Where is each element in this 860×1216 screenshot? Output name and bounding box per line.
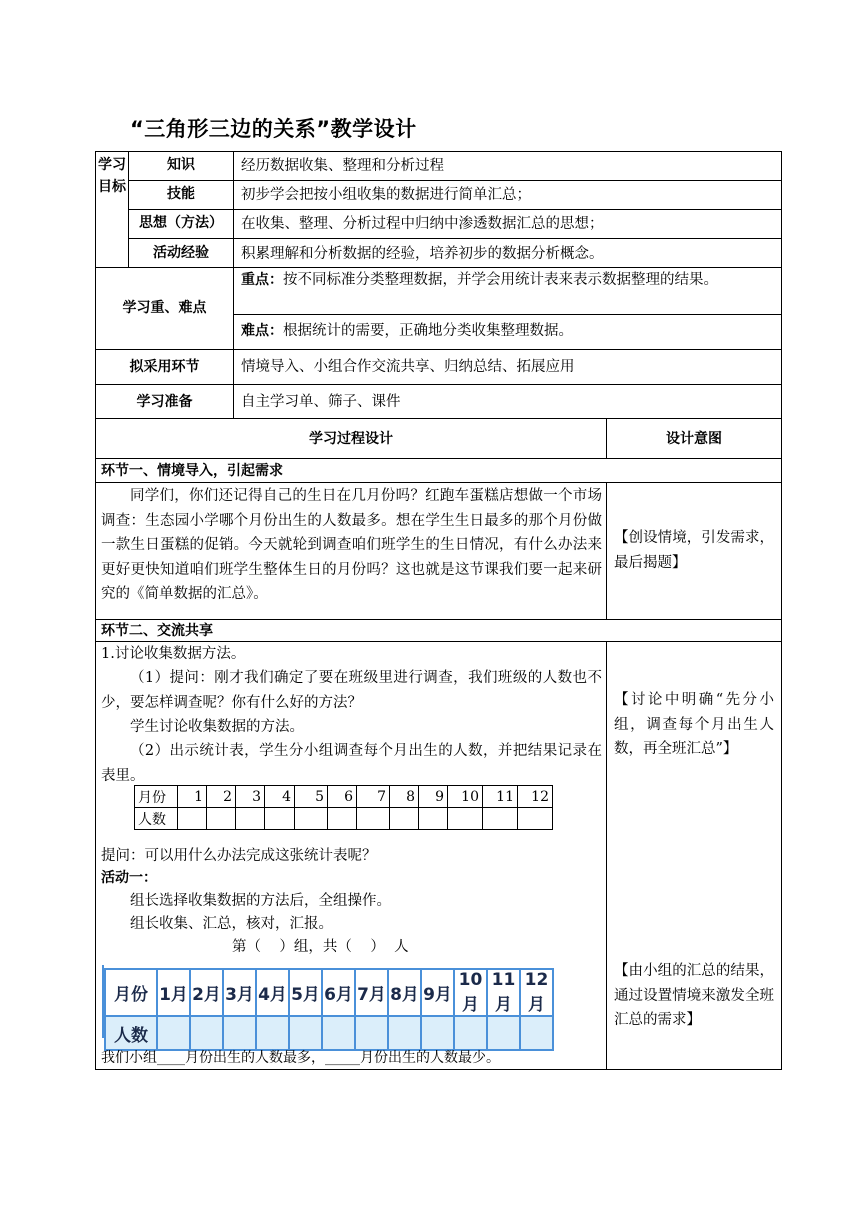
table-border (95, 384, 782, 385)
table-border (233, 314, 782, 315)
table-row (105, 969, 553, 1016)
key-point-text: 按不同标准分类整理数据，并学会用统计表来表示数据整理的结果。 (283, 272, 718, 288)
table-border (128, 180, 782, 181)
table-row (135, 786, 553, 808)
key-point-label: 重点： (241, 272, 283, 288)
month-cell: 1 (178, 786, 207, 808)
fill-line: 我们小组____月份出生的人数最多，_____月份出生的人数最少。 (101, 1050, 500, 1066)
table-row (135, 808, 553, 830)
count-cell[interactable] (190, 1016, 223, 1050)
month-cell: 10月 (454, 969, 487, 1016)
count-cell[interactable] (390, 808, 419, 830)
count-cell[interactable] (419, 808, 448, 830)
table-row-label: 月份 (105, 969, 157, 1016)
section2-ask: 提问：可以用什么办法完成这张统计表呢？ (101, 848, 377, 864)
prep-label: 学习准备 (136, 394, 193, 410)
month-cell: 12月 (520, 969, 553, 1016)
section2-item1: 1.讨论收集数据方法。 (101, 646, 246, 662)
table-row (105, 1016, 553, 1050)
count-cell[interactable] (328, 808, 357, 830)
activity-step1: 组长选择收集数据的方法后，全组操作。 (130, 893, 391, 909)
count-cell[interactable] (355, 1016, 388, 1050)
group-month-table (104, 968, 554, 1051)
table-border (233, 151, 234, 418)
objective-content: 在收集、整理、分析过程中归纳中渗透数据汇总的思想； (241, 216, 604, 232)
month-cell: 7月 (355, 969, 388, 1016)
month-cell: 3月 (223, 969, 256, 1016)
table-row-label: 月份 (135, 786, 178, 808)
count-cell[interactable] (357, 808, 390, 830)
objective-content: 积累理解和分析数据的经验，培养初步的数据分析概念。 (241, 246, 604, 262)
month-cell: 2 (207, 786, 236, 808)
table-row-label: 人数 (105, 1016, 157, 1050)
table-border (781, 151, 782, 1070)
table-border (95, 151, 96, 1070)
table-border (95, 151, 782, 152)
month-cell: 12 (518, 786, 553, 808)
month-cell: 1月 (157, 969, 190, 1016)
count-cell[interactable] (295, 808, 328, 830)
key-point (241, 268, 774, 293)
objective-content: 经历数据收集、整理和分析过程 (241, 158, 444, 174)
table-border (128, 209, 782, 210)
process-label: 拟采用环节 (129, 359, 200, 375)
design-header-right: 设计意图 (666, 431, 722, 447)
count-cell[interactable] (207, 808, 236, 830)
table-border (606, 641, 607, 1069)
section2-q1b: 学生讨论收集数据的方法。 (130, 719, 304, 735)
month-cell: 8月 (388, 969, 421, 1016)
count-cell[interactable] (157, 1016, 190, 1050)
key-points-label: 学习重、难点 (122, 300, 207, 316)
count-cell[interactable] (454, 1016, 487, 1050)
month-cell: 11 (483, 786, 518, 808)
table-row-label: 人数 (135, 808, 178, 830)
difficult-point-text: 根据统计的需要，正确地分类收集整理数据。 (283, 323, 573, 339)
count-cell[interactable] (256, 1016, 289, 1050)
count-cell[interactable] (421, 1016, 454, 1050)
section2-intent1: 【讨论中明确“先分小组，调查每个月出生人数，再全班汇总”】 (614, 692, 774, 757)
count-cell[interactable] (448, 808, 483, 830)
month-cell: 2月 (190, 969, 223, 1016)
section2-title: 环节二、交流共享 (101, 623, 213, 639)
section1-intent: 【创设情境，引发需求，最后揭题】 (614, 530, 774, 571)
month-cell: 3 (236, 786, 265, 808)
month-cell: 11月 (487, 969, 520, 1016)
month-cell: 9月 (421, 969, 454, 1016)
month-cell: 6月 (322, 969, 355, 1016)
month-cell: 10 (448, 786, 483, 808)
section2-q2: （2）出示统计表，学生分小组调查每个月出生的人数，并把结果记录在表里。 (101, 743, 602, 784)
month-cell: 8 (390, 786, 419, 808)
activity-title: 活动一： (101, 870, 157, 886)
prep-content: 自主学习单、筛子、课件 (241, 394, 401, 410)
section2-intent2: 【由小组的汇总的结果，通过设置情境来激发全班汇总的需求】 (614, 963, 774, 1028)
section1-text: 同学们，你们还记得自己的生日在几月份吗？红跑车蛋糕店想做一个市场调查：生态园小学哪个月份出生的人数最多。想在学生生日最多的那个月份做一款生日蛋糕的促销。今天就轮到调查咱们班学生的生日情况，有什么办法来更好更快知道咱们班学生整体生日的月份吗？这也就是这节课我们要一起来研究的《简单数据的汇总》。 (101, 488, 602, 602)
count-cell[interactable] (388, 1016, 421, 1050)
group-line: 第（ ）组，共（ ） 人 (232, 939, 409, 955)
objective-content: 初步学会把按小组收集的数据进行简单汇总； (241, 187, 531, 203)
difficult-point-label: 难点： (241, 323, 283, 339)
table-border (606, 482, 607, 620)
table-border (128, 238, 782, 239)
count-cell[interactable] (322, 1016, 355, 1050)
objective-label: 技能 (167, 186, 195, 202)
objective-label: 活动经验 (153, 245, 209, 261)
process-content: 情境导入、小组合作交流共享、归纳总结、拓展应用 (241, 359, 575, 375)
activity-step2: 组长收集、汇总，核对，汇报。 (130, 916, 333, 932)
table-border (95, 349, 782, 350)
month-count-table (134, 785, 553, 830)
count-cell[interactable] (487, 1016, 520, 1050)
count-cell[interactable] (520, 1016, 553, 1050)
count-cell[interactable] (289, 1016, 322, 1050)
objectives-header: 学习目标 (98, 157, 126, 195)
count-cell[interactable] (518, 808, 553, 830)
table-border (95, 418, 782, 419)
difficult-point (241, 319, 774, 343)
design-header-left: 学习过程设计 (309, 431, 393, 447)
objective-label: 知识 (167, 157, 195, 173)
month-cell: 4月 (256, 969, 289, 1016)
month-cell: 4 (265, 786, 295, 808)
count-cell[interactable] (178, 808, 207, 830)
month-cell: 9 (419, 786, 448, 808)
count-cell[interactable] (483, 808, 518, 830)
objective-label: 思想（方法） (139, 215, 223, 231)
section2-q1: （1）提问：刚才我们确定了要在班级里进行调查，我们班级的人数也不少，要怎样调查呢？你有什么好的方法？ (101, 670, 602, 711)
count-cell[interactable] (265, 808, 295, 830)
month-cell: 7 (357, 786, 390, 808)
document-title: “三角形三边的关系”教学设计 (130, 117, 417, 141)
count-cell[interactable] (236, 808, 265, 830)
month-cell: 5月 (289, 969, 322, 1016)
month-cell: 6 (328, 786, 357, 808)
count-cell[interactable] (223, 1016, 256, 1050)
section1-title: 环节一、情境导入，引起需求 (101, 463, 283, 479)
month-cell: 5 (295, 786, 328, 808)
